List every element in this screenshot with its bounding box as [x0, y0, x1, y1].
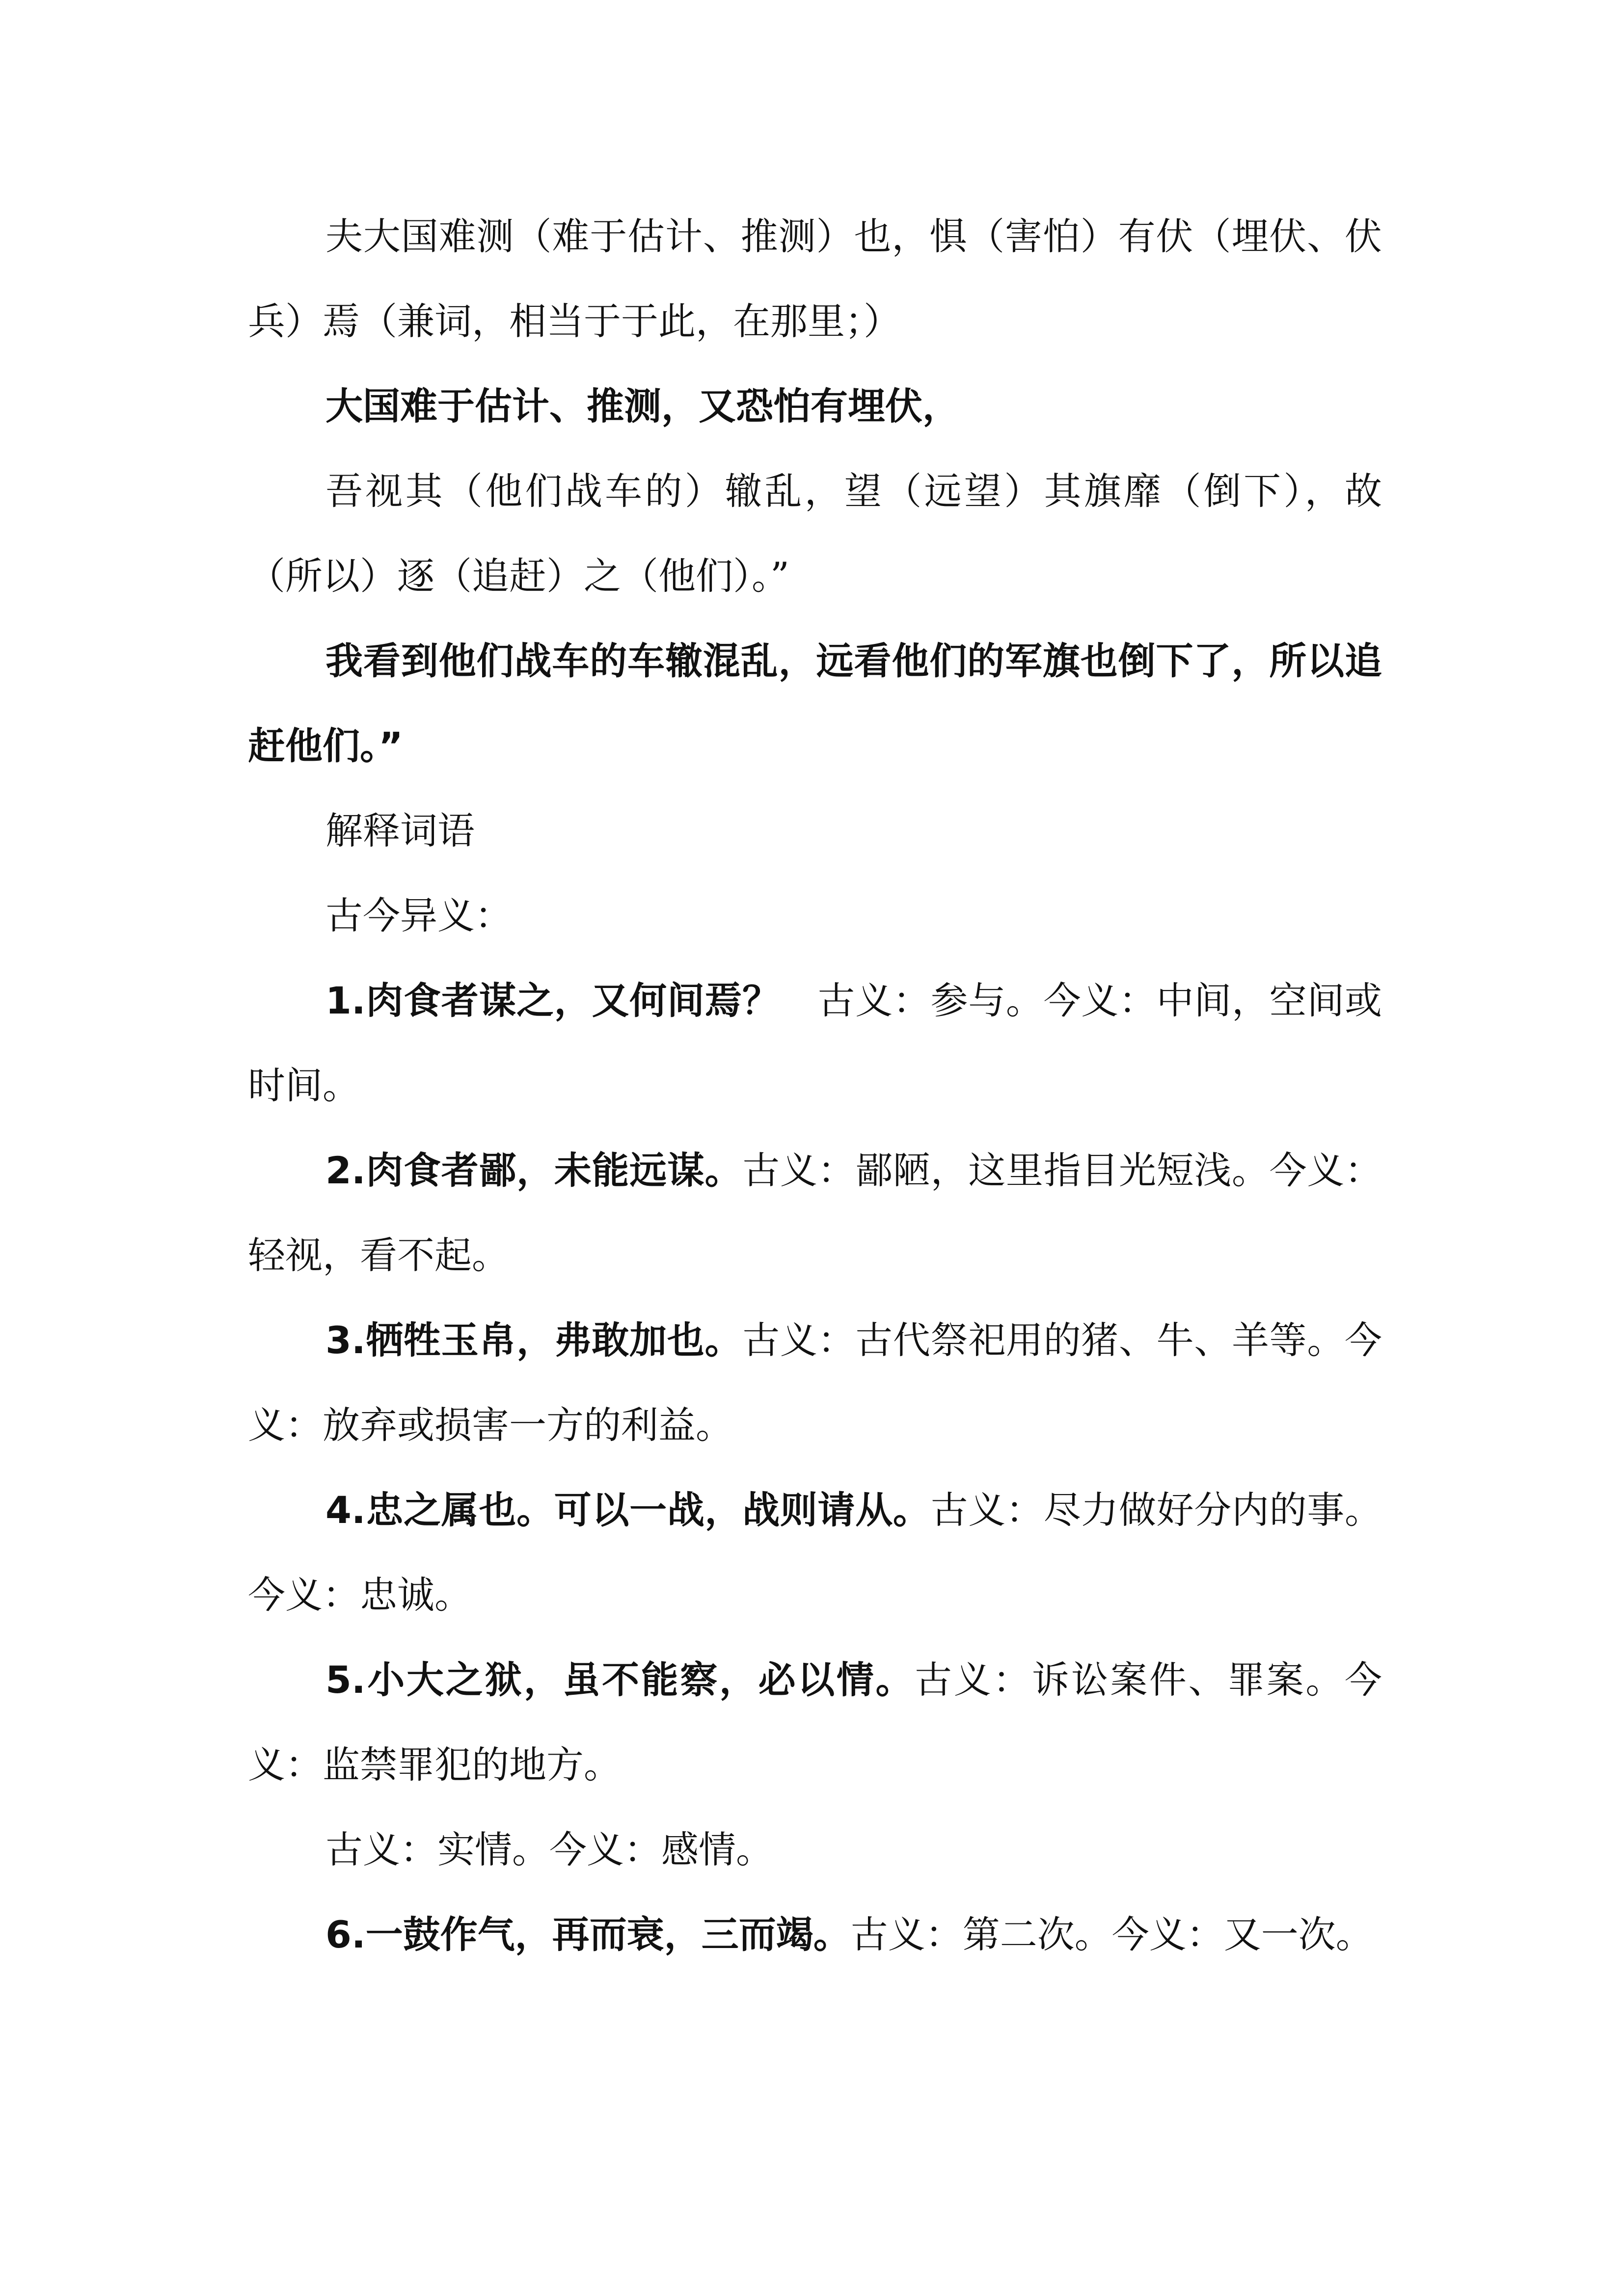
vocab-item [248, 1298, 1382, 1468]
vocab-explanation: 古义：尽力做好分内的事。今义：忠诚。 [248, 1488, 1382, 1617]
vocab-explanation: 古义：诉讼案件、罪案。今义：监禁罪犯的地方。 [248, 1658, 1382, 1787]
vocab-item [248, 958, 1382, 1128]
vocab-quote: 1.肉食者谋之，又何间焉？ [325, 979, 780, 1022]
vocab-explanation: 古义：第二次。今义：又一次。 [850, 1913, 1373, 1956]
vocab-item [248, 1637, 1382, 1807]
vocab-item [248, 1468, 1382, 1637]
document-body [248, 194, 1382, 1977]
vocab-explanation: 古义：鄙陋，这里指目光短浅。今义：轻视，看不起。 [248, 1148, 1382, 1277]
vocab-item [248, 1892, 1382, 1977]
vocab-quote: 3.牺牲玉帛，弗敢加也。 [325, 1318, 743, 1362]
vocab-item [248, 1128, 1382, 1298]
original-text-paragraph: 夫大国难测（难于估计、推测）也，惧（害怕）有伏（埋伏、伏兵）焉（兼词，相当于于此，在那里；） [248, 214, 1382, 343]
vocab-quote: 4.忠之属也。可以一战，战则请从。 [325, 1488, 931, 1532]
vocab-explanation: 古义：参与。今义：中间，空间或时间。 [248, 979, 1382, 1107]
vocab-quote: 6.一鼓作气，再而衰，三而竭。 [325, 1913, 851, 1956]
vocab-quote: 2.肉食者鄙，未能远谋。 [325, 1148, 743, 1192]
vocab-quote: 5.小大之狱，虽不能察，必以情。 [325, 1658, 915, 1702]
subsection-heading: 古今异义： [325, 894, 512, 937]
translation-paragraph: 大国难于估计、推测，又恐怕有埋伏， [325, 384, 960, 428]
vocab-explanation: 古义：古代祭祀用的猪、牛、羊等。今义：放弃或损害一方的利益。 [248, 1318, 1382, 1447]
section-heading: 解释词语 [325, 809, 475, 853]
original-text-paragraph: 吾视其（他们战车的）辙乱，望（远望）其旗靡（倒下），故（所以）逐（追赶）之（他们）。” [248, 469, 1382, 598]
translation-paragraph: 我看到他们战车的车辙混乱，远看他们的军旗也倒下了，所以追赶他们。” [248, 639, 1382, 768]
vocab-extra-line: 古义：实情。今义：感情。 [325, 1828, 773, 1871]
